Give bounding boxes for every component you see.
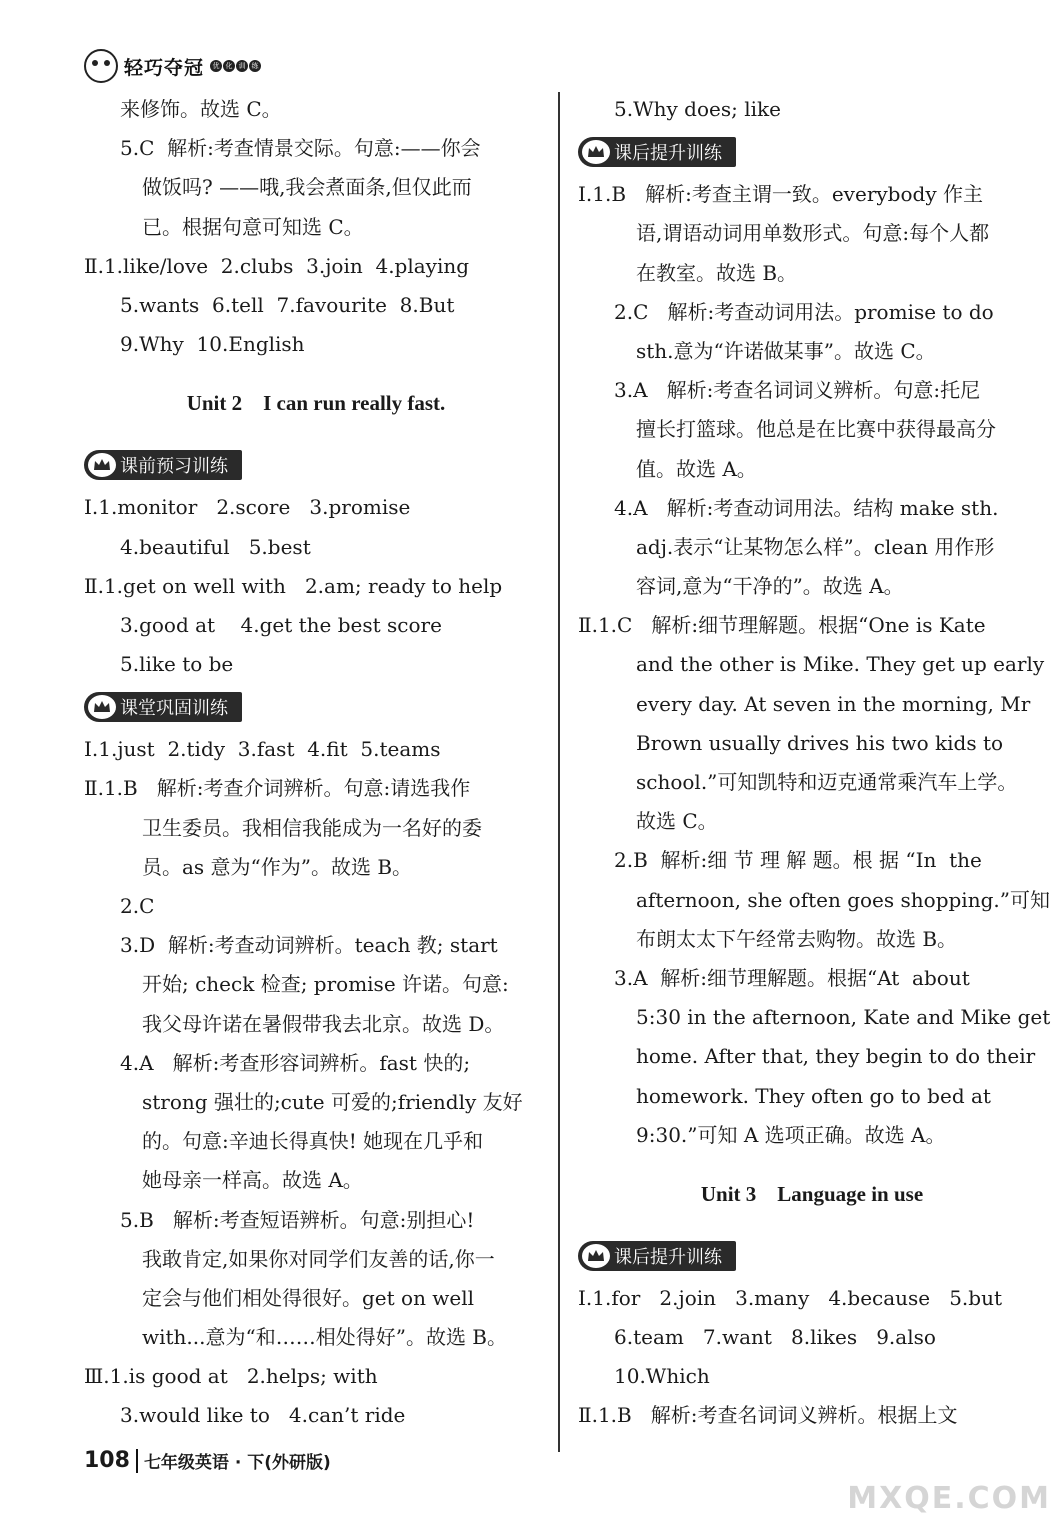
- unit-heading: Unit 2 I can run really fast.: [186, 391, 446, 416]
- answer-line: 3.D 解析:考查动词辨析。teach 教; start: [120, 933, 498, 958]
- answer-line: 5.C 解析:考查情景交际。句意:——你会: [120, 136, 481, 161]
- page-number: 108: [84, 1448, 130, 1473]
- answer-line: 9.Why 10.English: [120, 332, 305, 357]
- answer-line: 5.Why does; like: [614, 97, 781, 121]
- answer-line: Ⅱ.1.B 解析:考查名词词义辨析。根据上文: [578, 1403, 958, 1428]
- section-title: 课前预习训练: [120, 456, 228, 478]
- answer-line: Ⅰ.1.B 解析:考查主谓一致。everybody 作主: [578, 182, 983, 207]
- crown-icon: [582, 1244, 610, 1268]
- answer-line: school.”可知凯特和迈克通常乘汽车上学。: [636, 770, 1018, 794]
- answer-line: Ⅰ.1.monitor 2.score 3.promise: [84, 495, 411, 520]
- brand-badges: [210, 60, 261, 72]
- answer-line: 做饭吗? ——哦,我会煮面条,但仅此而: [142, 175, 472, 200]
- answer-line: 3.would like to 4.can’t ride: [120, 1403, 406, 1428]
- section-title: 课后提升训练: [614, 143, 722, 165]
- answer-line: 我敢肯定,如果你对同学们友善的话,你一: [142, 1246, 495, 1271]
- answer-line: homework. They often go to bed at: [636, 1083, 991, 1108]
- unit-heading: Unit 3 Language in use: [700, 1181, 924, 1206]
- section-banner-label: [578, 137, 736, 167]
- answer-line: 在教室。故选 B。: [636, 260, 798, 285]
- answer-line: Ⅰ.1.just 2.tidy 3.fast 4.fit 5.teams: [84, 737, 441, 762]
- answer-line: 布朗太太下午经常去购物。故选 B。: [636, 926, 958, 951]
- column-divider: [558, 92, 560, 1452]
- answer-line: 3.good at 4.get the best score: [120, 612, 442, 637]
- answer-line: Ⅱ.1.like/love 2.clubs 3.join 4.playing: [84, 253, 470, 278]
- answer-line: 5.like to be: [120, 652, 234, 677]
- badge: 优: [210, 60, 222, 72]
- answer-line: 擅长打篮球。他总是在比赛中获得最高分: [636, 417, 996, 442]
- section-banner-label: [84, 450, 242, 480]
- answer-line: 4.A 解析:考查形容词辨析。fast 快的;: [120, 1050, 471, 1075]
- page-header: [84, 48, 261, 84]
- section-banner: [578, 1233, 1046, 1279]
- answer-line: afternoon, she often goes shopping.”可知: [636, 887, 1050, 912]
- answer-line: every day. At seven in the morning, Mr: [636, 691, 1031, 716]
- answer-line: Ⅱ.1.get on well with 2.am; ready to help: [84, 573, 503, 598]
- crown-icon: [88, 695, 116, 719]
- answer-line: 9:30.”可知 A 选项正确。故选 A。: [636, 1122, 946, 1147]
- answer-line: with...意为“和……相处得好”。故选 B。: [142, 1325, 508, 1350]
- answer-line: 开始; check 检查; promise 许诺。句意:: [142, 972, 509, 997]
- answer-line: 我父母许诺在暑假带我去北京。故选 D。: [142, 1011, 505, 1036]
- badge: 化: [223, 60, 235, 72]
- mascot-logo-icon: [84, 49, 118, 83]
- answer-line: 5.B 解析:考查短语辨析。句意:别担心!: [120, 1207, 475, 1232]
- watermark: MXQE.COM: [847, 1481, 1051, 1516]
- section-banner-label: [84, 692, 242, 722]
- section-banner: [84, 442, 548, 488]
- answer-line: strong 强壮的;cute 可爱的;friendly 友好: [142, 1089, 523, 1114]
- answer-line: Ⅱ.1.B 解析:考查介词辨析。句意:请选我作: [84, 776, 471, 801]
- section-banner: [84, 684, 548, 730]
- left-column: [84, 90, 548, 1436]
- answer-line: Brown usually drives his two kids to: [636, 730, 1004, 755]
- answer-line: 容词,意为“干净的”。故选 A。: [636, 574, 904, 599]
- answer-line: 已。根据句意可知选 C。: [142, 214, 364, 239]
- answer-line: 2.C 解析:考查动词用法。promise to do: [614, 299, 994, 324]
- answer-line: 定会与他们相处得很好。get on well: [142, 1285, 475, 1310]
- answer-line: 语,谓语动词用单数形式。句意:每个人都: [636, 221, 990, 246]
- answer-line: 5:30 in the afternoon, Kate and Mike get: [636, 1005, 1051, 1030]
- brand-title: 轻巧夺冠: [124, 56, 205, 79]
- answer-line: home. After that, they begin to do their: [636, 1044, 1036, 1069]
- crown-icon: [582, 140, 610, 164]
- answer-line: 5.wants 6.tell 7.favourite 8.But: [120, 292, 455, 317]
- page-footer: [84, 1448, 331, 1473]
- section-banner-label: [578, 1241, 736, 1271]
- answer-line: 故选 C。: [636, 809, 718, 834]
- answer-line: adj.表示“让某物怎么样”。clean 用作形: [636, 534, 995, 559]
- footer-separator: [136, 1449, 138, 1473]
- section-title: 课堂巩固训练: [120, 698, 228, 720]
- answer-line: Ⅱ.1.C 解析:细节理解题。根据“One is Kate: [578, 613, 986, 638]
- answer-line: 来修饰。故选 C。: [120, 97, 282, 121]
- answer-line: 3.A 解析:细节理解题。根据“At about: [614, 965, 970, 990]
- book-title: 七年级英语 · 下(外研版): [143, 1453, 331, 1473]
- answer-line: 4.beautiful 5.best: [120, 534, 311, 559]
- answer-line: 4.A 解析:考查动词用法。结构 make sth.: [614, 495, 999, 520]
- section-title: 课后提升训练: [614, 1246, 722, 1268]
- badge: 练: [249, 60, 261, 72]
- answer-line: sth.意为“许诺做某事”。故选 C。: [636, 338, 936, 363]
- badge: 训: [236, 60, 248, 72]
- answer-line: and the other is Mike. They get up early: [636, 652, 1045, 677]
- section-banner: [578, 129, 1046, 175]
- answer-line: 值。故选 A。: [636, 456, 757, 481]
- answer-line: 10.Which: [614, 1364, 710, 1389]
- answer-line: 的。句意:辛迪长得真快! 她现在几乎和: [142, 1129, 484, 1154]
- answer-line: 2.C: [120, 894, 155, 918]
- answer-line: Ⅰ.1.for 2.join 3.many 4.because 5.but: [578, 1285, 1003, 1310]
- answer-line: 卫生委员。我相信我能成为一名好的委: [142, 815, 482, 840]
- answer-line: 她母亲一样高。故选 A。: [142, 1168, 363, 1193]
- answer-line: 员。as 意为“作为”。故选 B。: [142, 854, 413, 879]
- crown-icon: [88, 453, 116, 477]
- answer-line: 3.A 解析:考查名词词义辨析。句意:托尼: [614, 378, 981, 403]
- answer-line: Ⅲ.1.is good at 2.helps; with: [84, 1364, 378, 1389]
- answer-line: 2.B 解析:细 节 理 解 题。根 据 “In the: [614, 848, 982, 873]
- right-column: [578, 90, 1051, 1436]
- answer-line: 6.team 7.want 8.likes 9.also: [614, 1325, 936, 1350]
